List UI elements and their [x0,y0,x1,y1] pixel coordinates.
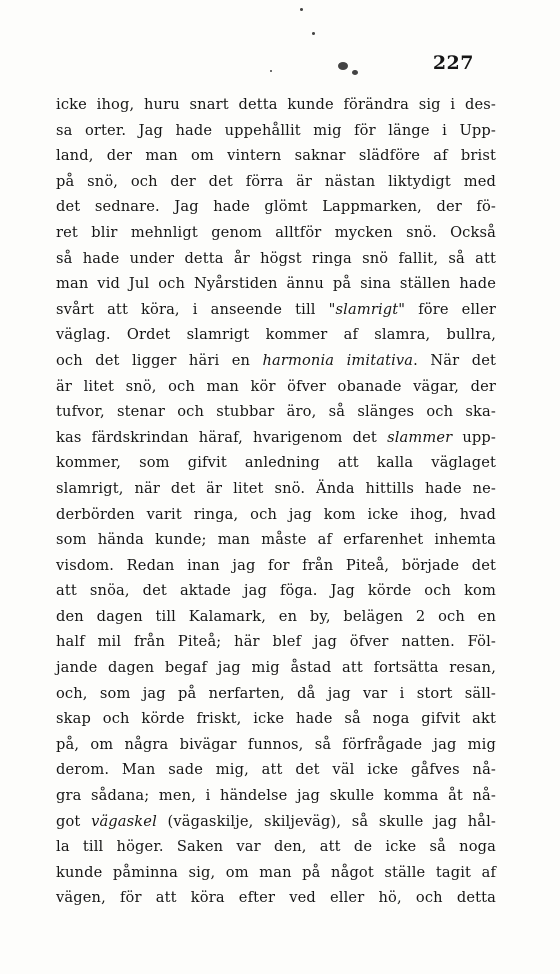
text-line: icke ihog, huru snart detta kunde förändra sig i des- [56,96,496,113]
text-line: man vid Jul och Nyårstiden ännu på sina ställen hade [56,275,496,293]
ink-smudge [312,32,315,35]
text-line: vägen, för att köra efter ved eller hö, och detta [56,889,496,907]
text-line: den dagen till Kalamark, en by, belägen 2 och en [56,607,496,625]
text-line: kas färdskrindan häraf, hvarigenom det slammer upp- [56,428,496,446]
text-line: kunde påminna sig, om man på något ställe tagit af [56,863,496,881]
ink-smudge [300,8,303,11]
text-line: slamrigt, när det är litet snö. Ända hittills hade ne- [56,479,496,497]
text-line: så hade under detta år högst ringa snö fallit, så att [56,249,496,267]
text-line: svårt att köra, i anseende till "slamrigt" före eller [56,300,496,318]
text-line: tufvor, stenar och stubbar äro, så slänges och ska- [56,403,496,421]
ink-smudge [270,70,272,72]
text-line: ret blir mehnligt genom alltför mycken snö. Också [56,223,496,241]
text-line: visdom. Redan inan jag for från Piteå, började det [56,556,496,574]
text-line: och det ligger häri en harmonia imitativa. När det [56,351,496,369]
text-line: got vägaskel (vägaskilje, skiljeväg), så skulle jag hål- [56,812,496,830]
text-line: land, der man om vintern saknar slädföre af brist [56,147,496,165]
text-line: kommer, som gifvit anledning att kalla väglaget [56,454,496,472]
body-text [56,92,496,911]
text-line: sa orter. Jag hade uppehållit mig för länge i Upp- [56,121,496,139]
text-line: half mil från Piteå; här blef jag öfver natten. Föl- [56,633,496,651]
text-line: gra sådana; men, i händelse jag skulle komma åt nå- [56,787,496,805]
text-line: skap och körde friskt, icke hade så noga gifvit akt [56,710,496,728]
text-line: på snö, och der det förra är nästan liktydigt med [56,172,496,190]
page-number: 227 [432,52,474,74]
italic-term: vägaskel [91,812,157,830]
text-line: derbörden varit ringa, och jag kom icke ihog, hvad [56,505,496,523]
text-line: som hända kunde; man måste af erfarenhet inhemta [56,531,496,549]
text-line: och, som jag på nerfarten, då jag var i stort säll- [56,684,496,702]
ink-smudge [338,62,348,70]
text-line: är litet snö, och man kör öfver obanade vägar, der [56,377,496,395]
text-line: la till höger. Saken var den, att de icke så noga [56,838,496,856]
text-line: väglag. Ordet slamrigt kommer af slamra, bullra, [56,326,496,344]
text-line: derom. Man sade mig, att det väl icke gåfves nå- [56,761,496,779]
text-line: jande dagen begaf jag mig åstad att fortsätta resan, [56,659,496,677]
italic-term: harmonia imitativa [262,351,414,369]
text-line: det sednare. Jag hade glömt Lappmarken, der fö- [56,198,496,216]
italic-term: slamrigt [335,300,399,318]
text-line: att snöa, det aktade jag föga. Jag körde och kom [56,582,496,600]
ink-smudge [352,70,358,75]
text-line: på, om några bivägar funnos, så förfrågade jag mig [56,735,496,753]
italic-term: slammer [387,428,453,446]
